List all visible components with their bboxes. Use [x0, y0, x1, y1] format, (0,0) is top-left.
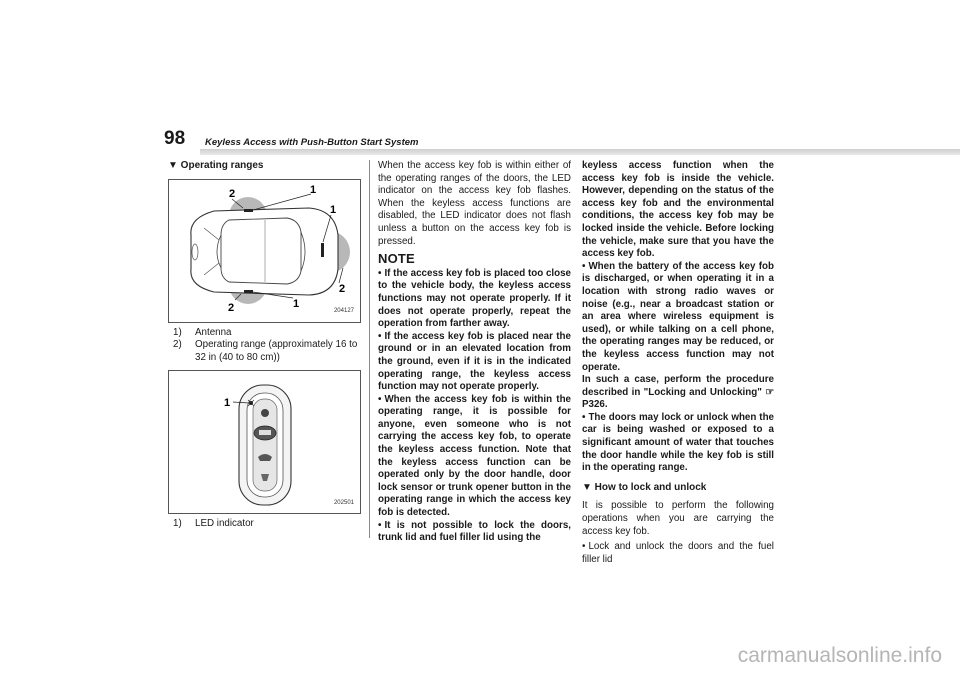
running-header-title: Keyless Access with Push-Button Start System: [205, 137, 419, 148]
figure-led-indicator: [168, 370, 361, 514]
caption-item: 1) LED indicator: [173, 518, 254, 530]
section-heading-lock-unlock: ▼ How to lock and unlock: [582, 481, 707, 493]
column-left: [168, 160, 361, 531]
note-item: • If the access key fob is placed near the ground or in an elevated location from the ground, even if it is in the indicated operating range, the keyless access function may not operate properly.: [378, 331, 571, 394]
figure-id: 202501: [333, 499, 354, 506]
lock-button-icon: [261, 409, 269, 417]
note-item: • It is not possible to lock the doors, trunk lid and fuel filler lid using the: [378, 520, 571, 545]
antenna-rear-door: [244, 290, 253, 293]
callout-1-right: 1: [330, 203, 337, 216]
note-item: • When the access key fob is within the operating range, it is possible for anyone, even someone who is not carrying the access key fob, to operate the keyless access function. Note that the keyless access function can be operated only by the door handle, door lock sensor or trunk opener button in the operating range in which the access key fob is detected.: [378, 394, 571, 520]
column-right: [582, 160, 774, 566]
section-body: It is possible to perform the following operations when you are carrying the access key fob.: [582, 500, 774, 537]
car-top-view-illustration: [169, 180, 360, 322]
figure1-captions: [168, 327, 361, 365]
caption-item: 2) Operating range (approximately 16 to 32 in (40 to 80 cm)): [173, 339, 358, 363]
note-heading: NOTE: [378, 251, 415, 267]
antenna-trunk: [321, 243, 324, 257]
section-item: • Lock and unlock the doors and the fuel filler lid: [582, 541, 774, 566]
column-divider: [369, 160, 370, 538]
callout-1-led: 1: [224, 397, 231, 410]
intro-paragraph: When the access key fob is within either of the operating ranges of the doors, the LED indicator on the access key fob flashes. When the keyless access functions are disabled, the LED indicator does not flash unless a button on the access key fob is pressed.: [378, 160, 571, 247]
figure-operating-ranges: [168, 179, 361, 323]
watermark: carmanualsonline.info: [737, 644, 942, 667]
page-number: 98: [164, 128, 186, 149]
header-rule: [200, 149, 960, 155]
caption-item: 1) Antenna: [173, 326, 232, 338]
note-item: • The doors may lock or unlock when the car is being washed or exposed to a significant amount of water that touches the door handle while the key fob is still in the operating range.: [582, 412, 774, 475]
callout-2-right: 2: [339, 282, 346, 295]
figure-id: 204127: [333, 308, 354, 314]
callout-1-top: 1: [310, 183, 317, 196]
figure2-captions: [168, 518, 361, 531]
column-middle: [378, 160, 571, 545]
antenna-front-door: [244, 209, 253, 212]
note-item: • When the battery of the access key fob is discharged, or when operating it in a location with strong radio waves or noise (e.g., near a broadcast station or an area where wireless equipment is used), or while talking on a cell phone, the operating ranges may be reduced, or the keyless access function may not operate.: [582, 261, 774, 374]
callout-1-bottom: 1: [293, 297, 300, 310]
note-item: • If the access key fob is placed too close to the vehicle body, the keyless access functions may not operate properly. If it does not operate properly, repeat the operation from farther away.: [378, 268, 571, 331]
note-continued: keyless access function when the access key fob is inside the vehicle. However, depending on the status of the access key fob and the environmental conditions, the access key fob may be locked inside the vehicle. Before locking the vehicle, make sure that you have the access key fob.: [582, 160, 774, 260]
note-tail: In such a case, perform the procedure described in "Locking and Unlocking" ☞ P326.: [582, 374, 774, 411]
callout-2-top: 2: [229, 187, 236, 200]
key-fob-illustration: [169, 371, 360, 513]
car-body-outline: [191, 208, 338, 295]
section-heading-operating-ranges: ▼ Operating ranges: [168, 160, 264, 171]
callout-2-bottom: 2: [228, 301, 235, 314]
